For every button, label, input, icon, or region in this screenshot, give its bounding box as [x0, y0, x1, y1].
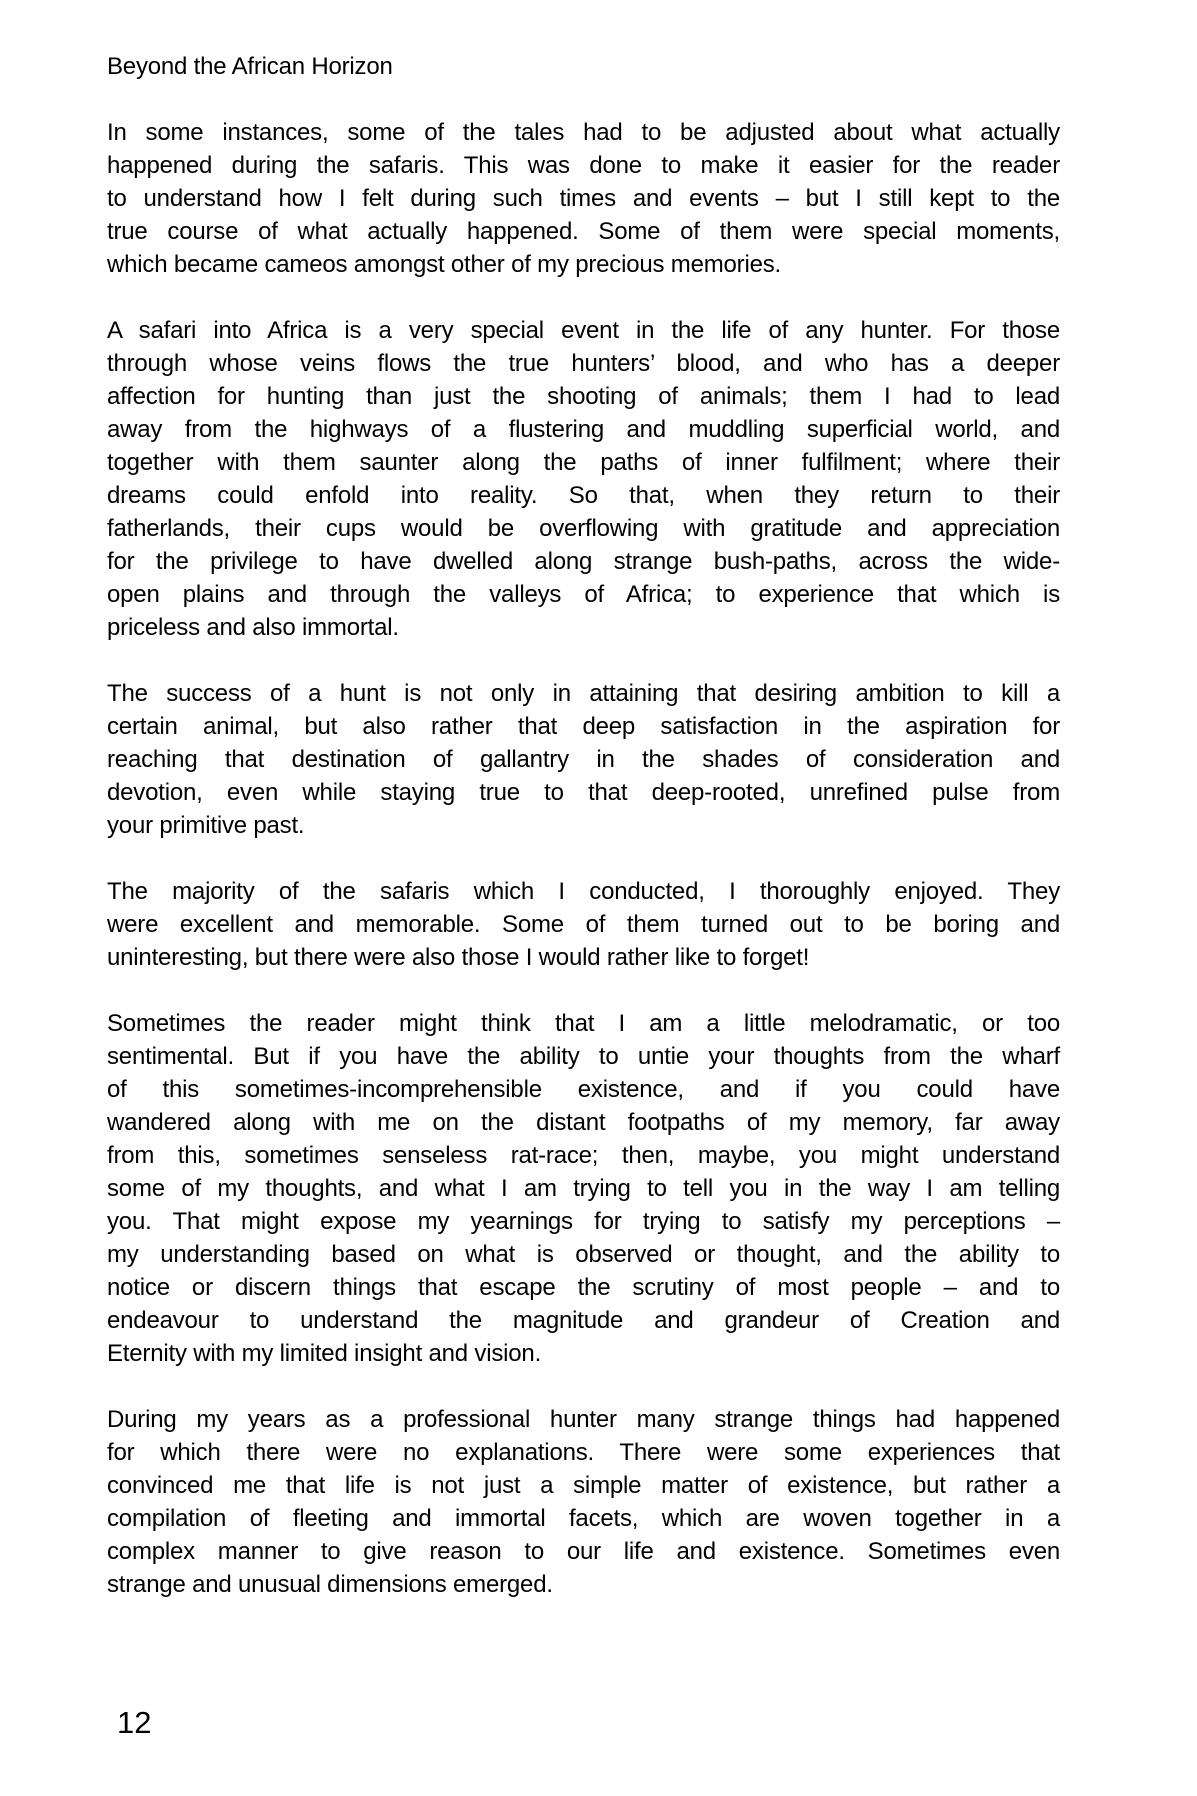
text-line: compilation of fleeting and immortal facets, which are woven together in a	[107, 1505, 1060, 1532]
text-line: my understanding based on what is observed or thought, and the ability to	[107, 1241, 1060, 1268]
text-line: your primitive past.	[107, 812, 305, 839]
text-line: Eternity with my limited insight and vision.	[107, 1340, 542, 1367]
text-line: sentimental. But if you have the ability to untie your thoughts from the wharf	[107, 1043, 1060, 1070]
text-line: fatherlands, their cups would be overflowing with gratitude and appreciation	[107, 515, 1060, 542]
paragraph	[107, 1403, 1060, 1601]
text-line: convinced me that life is not just a simple matter of existence, but rather a	[107, 1472, 1060, 1499]
page-body	[107, 116, 1060, 1601]
text-line: to understand how I felt during such times and events – but I still kept to the	[107, 185, 1060, 212]
text-line: notice or discern things that escape the scrutiny of most people – and to	[107, 1274, 1060, 1301]
text-line: A safari into Africa is a very special event in the life of any hunter. For those	[107, 317, 1060, 344]
text-line: you. That might expose my yearnings for trying to satisfy my perceptions –	[107, 1208, 1060, 1235]
text-line: away from the highways of a flustering and muddling superficial world, and	[107, 416, 1060, 443]
text-line: wandered along with me on the distant footpaths of my memory, far away	[107, 1109, 1060, 1136]
text-line: strange and unusual dimensions emerged.	[107, 1571, 553, 1598]
text-line: The success of a hunt is not only in attaining that desiring ambition to kill a	[107, 680, 1060, 707]
text-line: were excellent and memorable. Some of them turned out to be boring and	[107, 911, 1060, 938]
page-number: 12	[117, 1705, 152, 1740]
paragraph	[107, 1007, 1060, 1370]
text-line: endeavour to understand the magnitude and grandeur of Creation and	[107, 1307, 1060, 1334]
text-line: which became cameos amongst other of my precious memories.	[107, 251, 782, 278]
text-line: complex manner to give reason to our life and existence. Sometimes even	[107, 1538, 1060, 1565]
page-header: Beyond the African Horizon	[107, 53, 393, 80]
text-line: together with them saunter along the paths of inner fulfilment; where their	[107, 449, 1060, 476]
text-line: devotion, even while staying true to that deep-rooted, unrefined pulse from	[107, 779, 1060, 806]
text-line: true course of what actually happened. Some of them were special moments,	[107, 218, 1060, 245]
paragraph	[107, 314, 1060, 644]
paragraph	[107, 116, 1060, 281]
text-line: reaching that destination of gallantry in the shades of consideration and	[107, 746, 1060, 773]
paragraph	[107, 677, 1060, 842]
text-line: affection for hunting than just the shooting of animals; them I had to lead	[107, 383, 1060, 410]
text-line: dreams could enfold into reality. So that, when they return to their	[107, 482, 1060, 509]
text-line: for which there were no explanations. There were some experiences that	[107, 1439, 1060, 1466]
text-line: Sometimes the reader might think that I am a little melodramatic, or too	[107, 1010, 1060, 1037]
paragraph	[107, 875, 1060, 974]
text-line: for the privilege to have dwelled along strange bush-paths, across the wide-	[107, 548, 1060, 575]
text-line: In some instances, some of the tales had to be adjusted about what actually	[107, 119, 1060, 146]
text-line: certain animal, but also rather that deep satisfaction in the aspiration for	[107, 713, 1060, 740]
text-line: priceless and also immortal.	[107, 614, 399, 641]
page-content	[107, 50, 1060, 1601]
text-line: some of my thoughts, and what I am trying to tell you in the way I am telling	[107, 1175, 1060, 1202]
text-line: from this, sometimes senseless rat-race; then, maybe, you might understand	[107, 1142, 1060, 1169]
text-line: During my years as a professional hunter many strange things had happened	[107, 1406, 1060, 1433]
text-line: happened during the safaris. This was done to make it easier for the reader	[107, 152, 1060, 179]
text-line: uninteresting, but there were also those I would rather like to forget!	[107, 944, 810, 971]
text-line: through whose veins flows the true hunters’ blood, and who has a deeper	[107, 350, 1060, 377]
text-line: open plains and through the valleys of Africa; to experience that which is	[107, 581, 1060, 608]
text-line: of this sometimes-incomprehensible existence, and if you could have	[107, 1076, 1060, 1103]
text-line: The majority of the safaris which I conducted, I thoroughly enjoyed. They	[107, 878, 1060, 905]
